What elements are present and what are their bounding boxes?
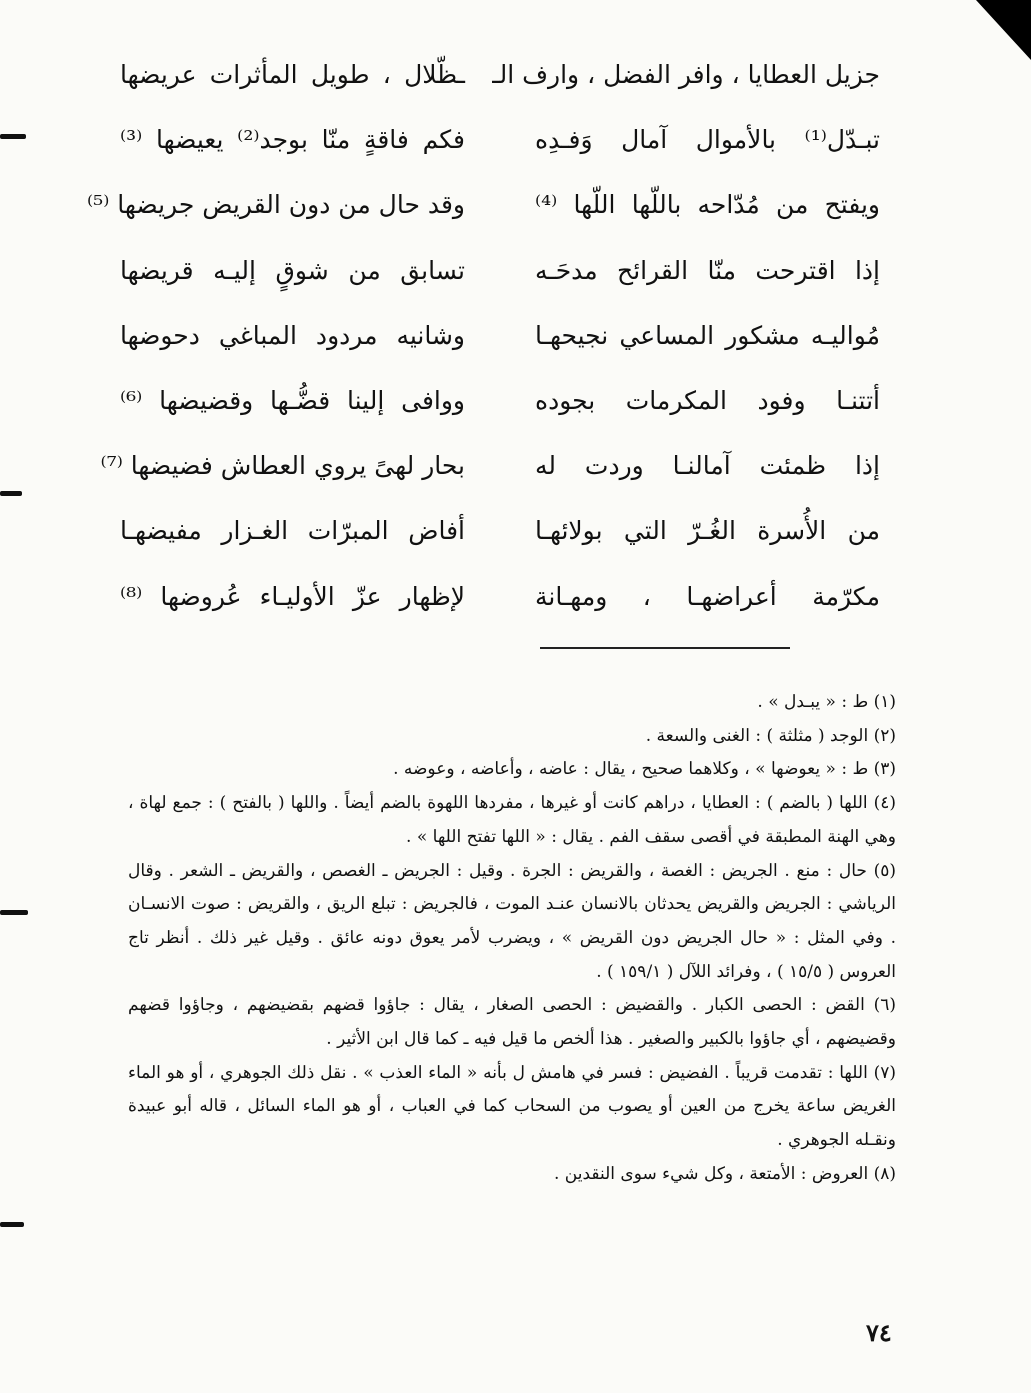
verse — [120, 238, 880, 303]
verse — [120, 498, 880, 563]
verse-second-hemistich: فكم فاقةٍ منّا بوجد⁽²⁾ يعيضها ⁽³⁾ — [120, 125, 465, 155]
verse-first-hemistich: من الأُسرة الغُـرّ التي بولائهـا — [535, 516, 880, 546]
footnote: (٤) اللها ( بالضم ) : العطايا ، دراهم كانت أو غيرها ، مفردها اللهوة بالضم أيضاً . واللها ( بالفتح ) : جمع لهاة ، وهي الهنة المطبقة في أقصى سقف الفم . يقال : « اللها تفتح اللها » . — [128, 793, 896, 847]
scan-edge-mark — [0, 910, 28, 915]
corner-scan-mark — [976, 0, 1031, 60]
footnote: (٢) الوجد ( مثلثة ) : الغنى والسعة . — [645, 725, 896, 746]
verse — [120, 303, 880, 368]
verse-second-hemistich: تسابق من شوقٍ إليـه قريضها — [120, 255, 465, 285]
verse-second-hemistich: ـظّلال ، طويل المأثرات عريضها — [120, 60, 465, 90]
scan-edge-mark — [0, 1222, 24, 1227]
verse-first-hemistich: إذا اقترحت منّا القرائح مدحَـه — [535, 255, 880, 285]
verse — [120, 564, 880, 629]
page-number: ٧٤ — [866, 1318, 892, 1347]
verse-first-hemistich: تبـدّل⁽¹⁾ بالأموال آمال وَفـدِه — [535, 125, 880, 155]
footnote: (٦) القض : الحصى الكبار . والقضيض : الحصى الصغار ، يقال : جاؤوا قضهم بقضيضهم ، وجاؤوا قضهم وقضيضهم ، أي جاؤوا بالكبير والصغير . هذا ألخص ما قيل فيه ـ كما قال ابن الأثير . — [128, 995, 897, 1050]
footnote: (٥) حال : منع . الجريض : الغصة ، والقريض : الجرة . وقيل : الجريض ـ الغصص ، والقريض ـ الشعر . وقال الرياشي : الجريض والقريض يحدثان بالانسان عنـد الموت ، فالجريض : تبلع الريق ، والقريض : صوت الانسـان . وفي المثل : « حال الجريض دون القريض » ، ويضرب لأمر يعوق دونه عائق . وقيل غير ذلك . أنظر تاج العروس ( ١٥/٥ ) ، وفرائد اللآل ( ١٥٩/١ ) . — [128, 860, 896, 982]
footnote: (٧) اللها : تقدمت قريباً . الفضيض : فسر في هامش ل بأنه « الماء العذب » . نقل ذلك الجوهري ، أو هو الماء الغريض ساعة يخرج من العين أو يصوب من السحاب كما في العباب ، أو هو الماء السائل ، قاله أبو عبيدة ونقـله الجوهري . — [128, 1062, 896, 1151]
footnote: (٨) العروض : الأمتعة ، وكل شيء سوى النقدين . — [553, 1163, 896, 1184]
scan-edge-mark — [0, 491, 22, 496]
verse-first-hemistich: إذا ظمئت آمالنـا وردت له — [535, 451, 880, 481]
scan-edge-mark — [0, 134, 26, 139]
verse — [120, 42, 880, 107]
verse-second-hemistich: بحار لهىً يروي العطاش فضيضها ⁽⁷⁾ — [100, 451, 465, 481]
verse — [120, 107, 880, 172]
footnotes — [128, 686, 896, 1192]
verse-first-hemistich: أتتنـا وفود المكرمات بجوده — [535, 386, 880, 416]
verse-second-hemistich: أفاض المبرّات الغـزار مفيضهـا — [120, 516, 465, 546]
verse — [120, 368, 880, 433]
verse-second-hemistich: وقد حال من دون القريض جريضها ⁽⁵⁾ — [87, 190, 465, 220]
verse-first-hemistich: مكرّمة أعراضهـا ، ومهـانة — [535, 581, 880, 611]
verse-first-hemistich: مُواليـه مشكور المساعي نجيحهـا — [535, 320, 880, 350]
poem-verses — [87, 42, 880, 629]
footnote: (٣) ط : « يعوضها » ، وكلاهما صحيح ، يقال : عاضه ، وأعاضه ، وعوضه . — [393, 759, 896, 780]
verse-second-hemistich: لإظهار عزّ الأوليـاء عُروضها ⁽⁸⁾ — [120, 581, 465, 611]
footnote: (١) ط : « يبـدل » . — [757, 692, 896, 712]
verse — [100, 433, 880, 498]
verse-second-hemistich: وشانيه مردود المباغي دحوضها — [120, 320, 465, 350]
verse-first-hemistich: جزيل العطايا ، وافر الفضل ، وارف الـ — [492, 60, 880, 90]
verse-second-hemistich: ووافى إلينا قضُّـها وقضيضها ⁽⁶⁾ — [120, 386, 465, 416]
footnote-separator — [540, 647, 790, 649]
verse-first-hemistich: ويفتح من مُدّاحه باللّها اللّها ⁽⁴⁾ — [535, 190, 880, 220]
verse — [87, 172, 880, 237]
